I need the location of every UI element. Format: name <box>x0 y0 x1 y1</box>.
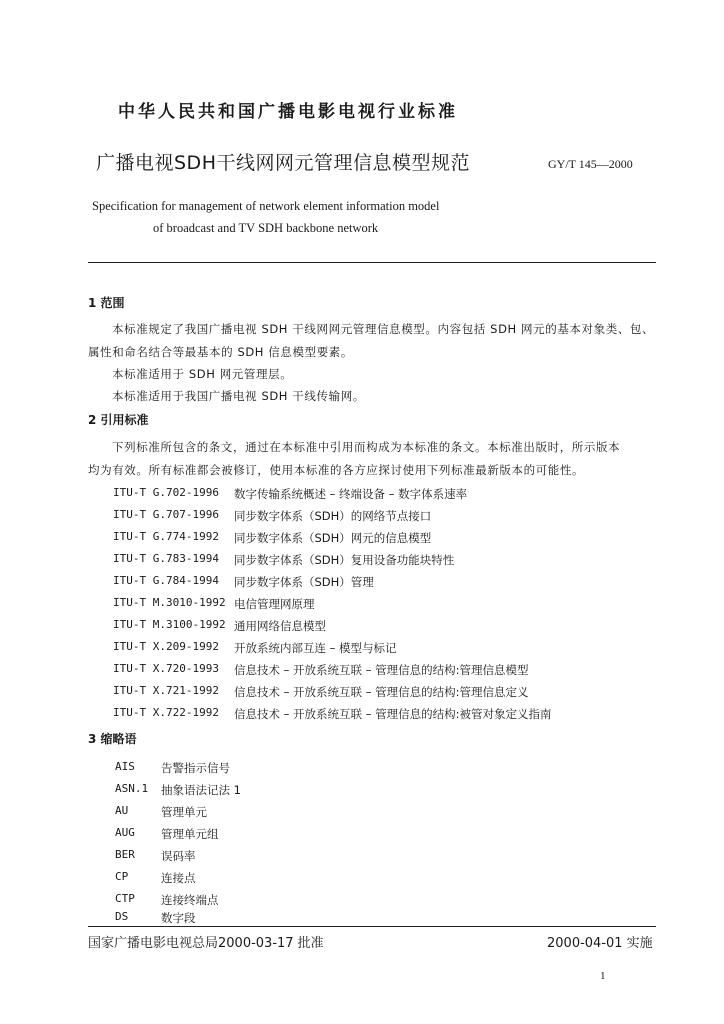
reference-title: 同步数字体系（SDH）复用设备功能块特性 <box>234 553 455 567</box>
issuing-organization: 中华人民共和国广播电影电视行业标准 <box>118 102 458 122</box>
document-title: 广播电视SDH干线网网元管理信息模型规范 <box>96 152 470 174</box>
implementation-date: 2000-04-01 实施 <box>547 936 653 951</box>
reference-title: 同步数字体系（SDH）的网络节点接口 <box>234 509 432 523</box>
abbreviation-desc: 连接终端点 <box>161 893 219 907</box>
reference-code: ITU-T X.209-1992 <box>113 640 219 653</box>
section-heading-scope: 1 范围 <box>88 296 125 310</box>
approval-statement: 国家广播电影电视总局2000-03-17 批准 <box>88 936 324 951</box>
section-heading-abbreviations: 3 缩略语 <box>88 732 137 746</box>
references-intro-line2: 均为有效。所有标准都会被修订，使用本标准的各方应探讨使用下列标准最新版本的可能性。 <box>88 463 585 477</box>
document-code: GY/T 145—2000 <box>548 157 633 171</box>
scope-para2: 本标准适用于 SDH 网元管理层。 <box>112 367 293 381</box>
reference-title: 开放系统内部互连 – 模型与标记 <box>234 641 397 655</box>
scope-para1-line2: 属性和命名结合等最基本的 SDH 信息模型要素。 <box>88 345 354 359</box>
abbreviation-desc: 抽象语法记法 1 <box>161 783 241 797</box>
reference-code: ITU-T G.784-1994 <box>113 574 219 587</box>
header-divider <box>88 262 656 263</box>
reference-code: ITU-T X.722-1992 <box>113 706 219 719</box>
page-number: 1 <box>600 970 606 982</box>
abbreviation-code: CTP <box>115 892 135 905</box>
reference-title: 信息技术 – 开放系统互联 – 管理信息的结构:管理信息定义 <box>234 685 529 699</box>
reference-code: ITU-T G.774-1992 <box>113 530 219 543</box>
abbreviation-desc: 数字段 <box>161 911 196 925</box>
english-title-line-1: Specification for management of network element information model <box>92 199 440 213</box>
reference-title: 同步数字体系（SDH）网元的信息模型 <box>234 531 432 545</box>
abbreviation-code: DS <box>115 910 129 923</box>
abbreviation-code: AU <box>115 804 129 817</box>
abbreviation-code: AIS <box>115 760 135 773</box>
abbreviation-desc: 管理单元组 <box>161 827 219 841</box>
reference-title: 电信管理网原理 <box>234 597 315 611</box>
references-intro-line1: 下列标准所包含的条文，通过在本标准中引用而构成为本标准的条文。本标准出版时，所示版本 <box>112 440 621 454</box>
abbreviation-code: AUG <box>115 826 135 839</box>
reference-title: 数字传输系统概述 – 终端设备 – 数字体系速率 <box>234 487 468 501</box>
reference-code: ITU-T M.3100-1992 <box>113 618 226 631</box>
scope-para3: 本标准适用于我国广播电视 SDH 干线传输网。 <box>112 389 365 403</box>
reference-code: ITU-T G.707-1996 <box>113 508 219 521</box>
section-heading-references: 2 引用标准 <box>88 413 149 427</box>
reference-title: 同步数字体系（SDH）管理 <box>234 575 374 589</box>
reference-title: 信息技术 – 开放系统互联 – 管理信息的结构:被管对象定义指南 <box>234 707 552 721</box>
abbreviation-desc: 管理单元 <box>161 805 207 819</box>
abbreviation-code: CP <box>115 870 129 883</box>
reference-code: ITU-T G.702-1996 <box>113 486 219 499</box>
reference-code: ITU-T X.720-1993 <box>113 662 219 675</box>
abbreviation-desc: 告警指示信号 <box>161 761 230 775</box>
abbreviation-desc: 误码率 <box>161 849 196 863</box>
reference-code: ITU-T G.783-1994 <box>113 552 219 565</box>
reference-title: 通用网络信息模型 <box>234 619 326 633</box>
reference-code: ITU-T M.3010-1992 <box>113 596 226 609</box>
scope-para1-line1: 本标准规定了我国广播电视 SDH 干线网网元管理信息模型。内容包括 SDH 网元的基本对象类、包、 <box>112 322 655 336</box>
footer-divider <box>88 926 656 927</box>
reference-title: 信息技术 – 开放系统互联 – 管理信息的结构:管理信息模型 <box>234 663 529 677</box>
reference-code: ITU-T X.721-1992 <box>113 684 219 697</box>
abbreviation-code: ASN.1 <box>115 782 149 795</box>
english-title-line-2: of broadcast and TV SDH backbone network <box>153 221 379 235</box>
abbreviation-desc: 连接点 <box>161 871 196 885</box>
abbreviation-code: BER <box>115 848 135 861</box>
